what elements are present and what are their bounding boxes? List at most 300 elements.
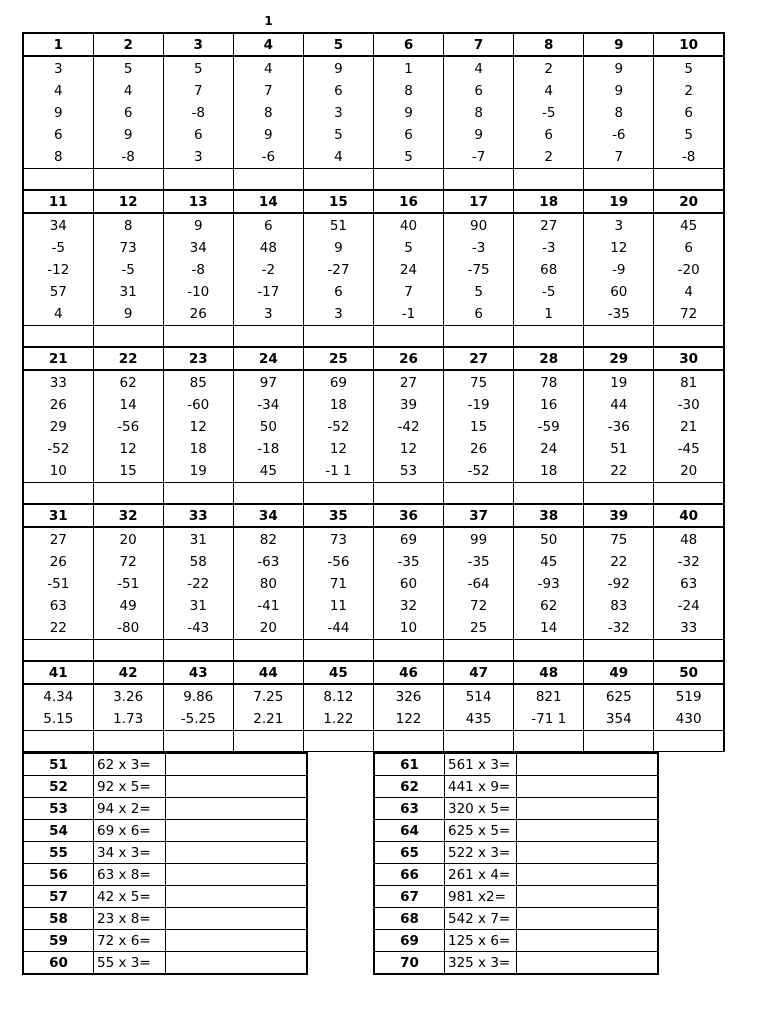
answer-cell[interactable] xyxy=(233,483,303,505)
problem-number: 32 xyxy=(93,504,163,527)
addend: -35 xyxy=(397,554,420,570)
addend: 9.86 xyxy=(183,689,214,705)
answer-cell[interactable] xyxy=(166,952,308,975)
problem-values-cell xyxy=(514,684,584,731)
multiplication-table-right xyxy=(373,752,659,975)
addend: -60 xyxy=(187,397,210,413)
problem-number: 56 xyxy=(23,864,94,886)
answer-cell[interactable] xyxy=(444,731,514,752)
multiplication-expression: 625 x 5= xyxy=(445,820,517,842)
addend: 9 xyxy=(334,61,343,77)
answer-cell[interactable] xyxy=(654,483,724,505)
answer-cell[interactable] xyxy=(303,326,373,348)
addend: 8 xyxy=(404,83,413,99)
multiplication-row xyxy=(374,776,658,798)
answer-cell[interactable] xyxy=(23,731,93,752)
answer-row xyxy=(23,169,724,191)
answer-cell[interactable] xyxy=(373,640,443,662)
answer-cell[interactable] xyxy=(166,753,308,776)
answer-cell[interactable] xyxy=(23,640,93,662)
answer-cell[interactable] xyxy=(517,753,659,776)
addend: 75 xyxy=(470,375,488,391)
answer-cell[interactable] xyxy=(584,731,654,752)
addend: 29 xyxy=(49,419,67,435)
problem-number: 70 xyxy=(374,952,445,975)
answer-cell[interactable] xyxy=(233,326,303,348)
answer-cell[interactable] xyxy=(23,483,93,505)
addend: 4 xyxy=(684,284,693,300)
addend: 14 xyxy=(540,620,558,636)
addend: 57 xyxy=(49,284,67,300)
problem-values-cell xyxy=(23,684,93,731)
values-row xyxy=(23,684,724,731)
addend: 31 xyxy=(189,532,207,548)
addend: 4 xyxy=(54,306,63,322)
multiplication-row xyxy=(374,886,658,908)
answer-cell[interactable] xyxy=(517,908,659,930)
addend: -3 xyxy=(471,240,486,256)
addend: 15 xyxy=(470,419,488,435)
answer-cell[interactable] xyxy=(93,731,163,752)
problem-number: 39 xyxy=(584,504,654,527)
answer-cell[interactable] xyxy=(517,776,659,798)
addend: 6 xyxy=(54,127,63,143)
addend: 45 xyxy=(540,554,558,570)
addend: 21 xyxy=(680,419,698,435)
addend: 50 xyxy=(259,419,277,435)
problem-values-cell xyxy=(303,213,373,326)
addend: 7 xyxy=(264,83,273,99)
addend: 6 xyxy=(334,83,343,99)
values-row xyxy=(23,213,724,326)
addend: 58 xyxy=(189,554,207,570)
problem-number: 50 xyxy=(654,661,724,684)
answer-cell[interactable] xyxy=(584,483,654,505)
answer-cell[interactable] xyxy=(163,326,233,348)
problem-number: 12 xyxy=(93,190,163,213)
problem-number: 69 xyxy=(374,930,445,952)
addend: 26 xyxy=(189,306,207,322)
addend: -51 xyxy=(117,576,140,592)
addend: 5 xyxy=(404,240,413,256)
addend: 435 xyxy=(465,711,492,727)
problem-number: 18 xyxy=(514,190,584,213)
problem-values-cell xyxy=(233,684,303,731)
addend: 83 xyxy=(610,598,628,614)
answer-cell[interactable] xyxy=(233,169,303,191)
problem-number-row xyxy=(23,190,724,213)
multiplication-row xyxy=(23,886,307,908)
addend: -45 xyxy=(677,441,700,457)
addend: 3 xyxy=(54,61,63,77)
multiplication-row xyxy=(374,864,658,886)
answer-cell[interactable] xyxy=(444,326,514,348)
addend: 20 xyxy=(259,620,277,636)
problem-values-cell xyxy=(233,370,303,483)
problem-number: 1 xyxy=(23,33,93,56)
addend: 24 xyxy=(540,441,558,457)
addend: 60 xyxy=(399,576,418,592)
answer-cell[interactable] xyxy=(166,776,308,798)
addend: 12 xyxy=(610,240,628,256)
problem-values-cell xyxy=(303,527,373,640)
problem-number: 36 xyxy=(373,504,443,527)
addend: 53 xyxy=(399,463,418,479)
addend: 50 xyxy=(540,532,558,548)
answer-cell[interactable] xyxy=(584,326,654,348)
addend: -18 xyxy=(257,441,280,457)
problem-values-cell xyxy=(584,370,654,483)
addition-grid xyxy=(22,32,725,752)
answer-cell[interactable] xyxy=(654,326,724,348)
addend: 81 xyxy=(680,375,698,391)
answer-cell[interactable] xyxy=(303,731,373,752)
answer-cell[interactable] xyxy=(166,820,308,842)
addend: 40 xyxy=(399,218,418,234)
multiplication-expression: 62 x 3= xyxy=(94,753,166,776)
problem-values-cell xyxy=(163,213,233,326)
answer-cell[interactable] xyxy=(93,483,163,505)
problem-values-cell xyxy=(233,213,303,326)
addend: 5 xyxy=(404,149,413,165)
addend: 24 xyxy=(399,262,418,278)
addend: 68 xyxy=(540,262,558,278)
addend: -63 xyxy=(257,554,280,570)
problem-number: 63 xyxy=(374,798,445,820)
addend: 69 xyxy=(329,375,348,391)
addend: 25 xyxy=(470,620,488,636)
addend: 430 xyxy=(675,711,702,727)
addend: 51 xyxy=(610,441,628,457)
answer-cell[interactable] xyxy=(23,326,93,348)
addend: 8 xyxy=(123,218,133,234)
problem-number: 67 xyxy=(374,886,445,908)
problem-number: 10 xyxy=(654,33,724,56)
addend: 12 xyxy=(119,441,137,457)
addend: 20 xyxy=(119,532,137,548)
addend: -34 xyxy=(257,397,280,413)
answer-cell[interactable] xyxy=(93,640,163,662)
problem-number: 44 xyxy=(233,661,303,684)
problem-number: 40 xyxy=(654,504,724,527)
answer-cell[interactable] xyxy=(166,798,308,820)
page-number: 1 xyxy=(264,14,273,28)
addend: -8 xyxy=(121,149,135,165)
answer-cell[interactable] xyxy=(373,169,443,191)
problem-number: 60 xyxy=(23,952,94,975)
addend: -5 xyxy=(541,284,556,300)
answer-cell[interactable] xyxy=(166,886,308,908)
problem-number: 16 xyxy=(373,190,443,213)
problem-values-cell xyxy=(584,684,654,731)
problem-number: 65 xyxy=(374,842,445,864)
addend: 9 xyxy=(614,61,624,77)
answer-cell[interactable] xyxy=(654,640,724,662)
addend: -6 xyxy=(612,127,626,143)
answer-cell[interactable] xyxy=(303,483,373,505)
problem-values-cell xyxy=(654,56,724,169)
multiplication-row xyxy=(374,952,658,975)
problem-number: 14 xyxy=(233,190,303,213)
addend: 9 xyxy=(123,306,133,322)
addend: -30 xyxy=(677,397,700,413)
answer-cell[interactable] xyxy=(303,640,373,662)
problem-number: 28 xyxy=(514,347,584,370)
answer-cell[interactable] xyxy=(514,169,584,191)
addend: 48 xyxy=(259,240,277,256)
answer-cell[interactable] xyxy=(163,731,233,752)
addend: -1 1 xyxy=(325,463,352,479)
addend: -52 xyxy=(327,419,350,435)
addend: -51 xyxy=(47,576,70,592)
problem-number: 22 xyxy=(93,347,163,370)
answer-cell[interactable] xyxy=(233,731,303,752)
answer-row xyxy=(23,731,724,752)
answer-cell[interactable] xyxy=(584,169,654,191)
addend: 4 xyxy=(474,61,483,77)
addend: 7 xyxy=(404,284,413,300)
answer-cell[interactable] xyxy=(517,820,659,842)
addend: 18 xyxy=(329,397,348,413)
answer-cell[interactable] xyxy=(584,640,654,662)
addend: 6 xyxy=(334,284,343,300)
answer-cell[interactable] xyxy=(166,864,308,886)
multiplication-row xyxy=(374,930,658,952)
problem-number: 6 xyxy=(373,33,443,56)
addend: 6 xyxy=(264,218,273,234)
addend: 26 xyxy=(470,441,488,457)
problem-number: 37 xyxy=(444,504,514,527)
multiplication-row xyxy=(23,864,307,886)
addend: 69 xyxy=(399,532,418,548)
multiplication-row xyxy=(374,842,658,864)
multiplication-row xyxy=(374,798,658,820)
addend: 8 xyxy=(264,105,273,121)
multiplication-expression: 55 x 3= xyxy=(94,952,166,975)
addend: 9 xyxy=(123,127,133,143)
problem-values-cell xyxy=(584,56,654,169)
multiplication-expression: 542 x 7= xyxy=(445,908,517,930)
problem-number: 68 xyxy=(374,908,445,930)
answer-cell[interactable] xyxy=(517,798,659,820)
addend: -59 xyxy=(537,419,560,435)
answer-cell[interactable] xyxy=(517,886,659,908)
answer-cell[interactable] xyxy=(517,952,659,975)
answer-cell[interactable] xyxy=(373,731,443,752)
problem-values-cell xyxy=(303,684,373,731)
addend: 11 xyxy=(329,598,348,614)
problem-values-cell xyxy=(514,527,584,640)
problem-values-cell xyxy=(444,527,514,640)
problem-number: 31 xyxy=(23,504,93,527)
answer-cell[interactable] xyxy=(93,326,163,348)
addend: 8 xyxy=(54,149,63,165)
addend: 9 xyxy=(264,127,273,143)
addend: -22 xyxy=(187,576,210,592)
problem-number: 30 xyxy=(654,347,724,370)
addend: -2 xyxy=(261,262,276,278)
problem-number: 17 xyxy=(444,190,514,213)
addend: 519 xyxy=(675,689,702,705)
multiplication-row xyxy=(23,930,307,952)
answer-cell[interactable] xyxy=(444,483,514,505)
problem-values-cell xyxy=(163,684,233,731)
multiplication-expression: 34 x 3= xyxy=(94,842,166,864)
addend: 20 xyxy=(680,463,698,479)
problem-values-cell xyxy=(23,56,93,169)
problem-values-cell xyxy=(654,527,724,640)
answer-cell[interactable] xyxy=(303,169,373,191)
problem-number-row xyxy=(23,33,724,56)
addend: 33 xyxy=(49,375,67,391)
addend: 6 xyxy=(684,105,693,121)
addend: 9 xyxy=(193,218,203,234)
answer-cell[interactable] xyxy=(517,842,659,864)
multiplication-expression: 441 x 9= xyxy=(445,776,517,798)
addend: -41 xyxy=(257,598,280,614)
addend: 4 xyxy=(544,83,553,99)
addend: 5 xyxy=(474,284,483,300)
addend: 12 xyxy=(329,441,348,457)
addend: 3 xyxy=(614,218,624,234)
answer-cell[interactable] xyxy=(514,731,584,752)
problem-number: 26 xyxy=(373,347,443,370)
addend: 27 xyxy=(49,532,67,548)
problem-values-cell xyxy=(584,213,654,326)
problem-number: 54 xyxy=(23,820,94,842)
answer-cell[interactable] xyxy=(163,169,233,191)
problem-number: 25 xyxy=(303,347,373,370)
answer-cell[interactable] xyxy=(373,483,443,505)
addend: -44 xyxy=(327,620,350,636)
answer-cell[interactable] xyxy=(517,864,659,886)
addend: 7 xyxy=(193,83,203,99)
multiplication-expression: 42 x 5= xyxy=(94,886,166,908)
answer-cell[interactable] xyxy=(166,930,308,952)
problem-values-cell xyxy=(654,684,724,731)
addend: 9 xyxy=(54,105,63,121)
addend: -19 xyxy=(467,397,490,413)
addend: 5 xyxy=(193,61,203,77)
addend: 44 xyxy=(610,397,628,413)
addend: 72 xyxy=(680,306,698,322)
addend: -43 xyxy=(187,620,210,636)
problem-number-row xyxy=(23,661,724,684)
addend: 26 xyxy=(49,554,67,570)
answer-cell[interactable] xyxy=(163,640,233,662)
answer-cell[interactable] xyxy=(514,483,584,505)
addend: -56 xyxy=(327,554,350,570)
addend: 4 xyxy=(334,149,343,165)
answer-cell[interactable] xyxy=(654,731,724,752)
addend: 78 xyxy=(540,375,558,391)
addend: 3 xyxy=(334,105,343,121)
addend: 99 xyxy=(470,532,488,548)
multiplication-expression: 125 x 6= xyxy=(445,930,517,952)
addend: -64 xyxy=(467,576,490,592)
problem-values-cell xyxy=(444,213,514,326)
problem-number: 19 xyxy=(584,190,654,213)
addend: 33 xyxy=(680,620,698,636)
answer-cell[interactable] xyxy=(23,169,93,191)
problem-values-cell xyxy=(303,370,373,483)
addend: -71 1 xyxy=(531,711,567,727)
addend: 18 xyxy=(189,441,207,457)
addend: 39 xyxy=(399,397,418,413)
problem-values-cell xyxy=(303,56,373,169)
addend: 16 xyxy=(540,397,558,413)
answer-cell[interactable] xyxy=(654,169,724,191)
addend: -32 xyxy=(677,554,700,570)
answer-row xyxy=(23,483,724,505)
problem-values-cell xyxy=(584,527,654,640)
problem-values-cell xyxy=(93,56,163,169)
addend: 31 xyxy=(119,284,137,300)
answer-cell[interactable] xyxy=(166,842,308,864)
answer-cell[interactable] xyxy=(93,169,163,191)
addend: -8 xyxy=(191,105,205,121)
answer-cell[interactable] xyxy=(444,169,514,191)
addend: -10 xyxy=(187,284,210,300)
addend: -5 xyxy=(51,240,66,256)
addend: -17 xyxy=(257,284,280,300)
addend: 326 xyxy=(395,689,422,705)
addend: 80 xyxy=(259,576,277,592)
problem-number: 57 xyxy=(23,886,94,908)
answer-cell[interactable] xyxy=(514,640,584,662)
addend: 73 xyxy=(329,532,348,548)
answer-cell[interactable] xyxy=(166,908,308,930)
problem-number: 52 xyxy=(23,776,94,798)
answer-cell[interactable] xyxy=(233,640,303,662)
problem-values-cell xyxy=(373,56,443,169)
answer-cell[interactable] xyxy=(163,483,233,505)
answer-cell[interactable] xyxy=(373,326,443,348)
problem-number: 7 xyxy=(444,33,514,56)
addend: 90 xyxy=(470,218,488,234)
problem-number: 61 xyxy=(374,753,445,776)
addend: 19 xyxy=(610,375,628,391)
problem-number: 45 xyxy=(303,661,373,684)
problem-values-cell xyxy=(373,370,443,483)
addend: -7 xyxy=(471,149,486,165)
addend: 10 xyxy=(49,463,67,479)
problem-number: 27 xyxy=(444,347,514,370)
problem-number: 11 xyxy=(23,190,93,213)
addend: 7 xyxy=(614,149,624,165)
answer-cell[interactable] xyxy=(514,326,584,348)
problem-number: 46 xyxy=(373,661,443,684)
addend: -93 xyxy=(537,576,560,592)
problem-number: 35 xyxy=(303,504,373,527)
addend: -56 xyxy=(117,419,140,435)
problem-values-cell xyxy=(93,684,163,731)
addend: 97 xyxy=(259,375,277,391)
problem-number: 62 xyxy=(374,776,445,798)
problem-number: 20 xyxy=(654,190,724,213)
multiplication-row xyxy=(23,820,307,842)
multiplication-expression: 72 x 6= xyxy=(94,930,166,952)
problem-values-cell xyxy=(444,370,514,483)
addend: 31 xyxy=(189,598,207,614)
problem-number: 4 xyxy=(233,33,303,56)
answer-cell[interactable] xyxy=(444,640,514,662)
multiplication-expression: 561 x 3= xyxy=(445,753,517,776)
problem-number: 29 xyxy=(584,347,654,370)
problem-values-cell xyxy=(93,370,163,483)
answer-cell[interactable] xyxy=(517,930,659,952)
addend: 32 xyxy=(399,598,418,614)
